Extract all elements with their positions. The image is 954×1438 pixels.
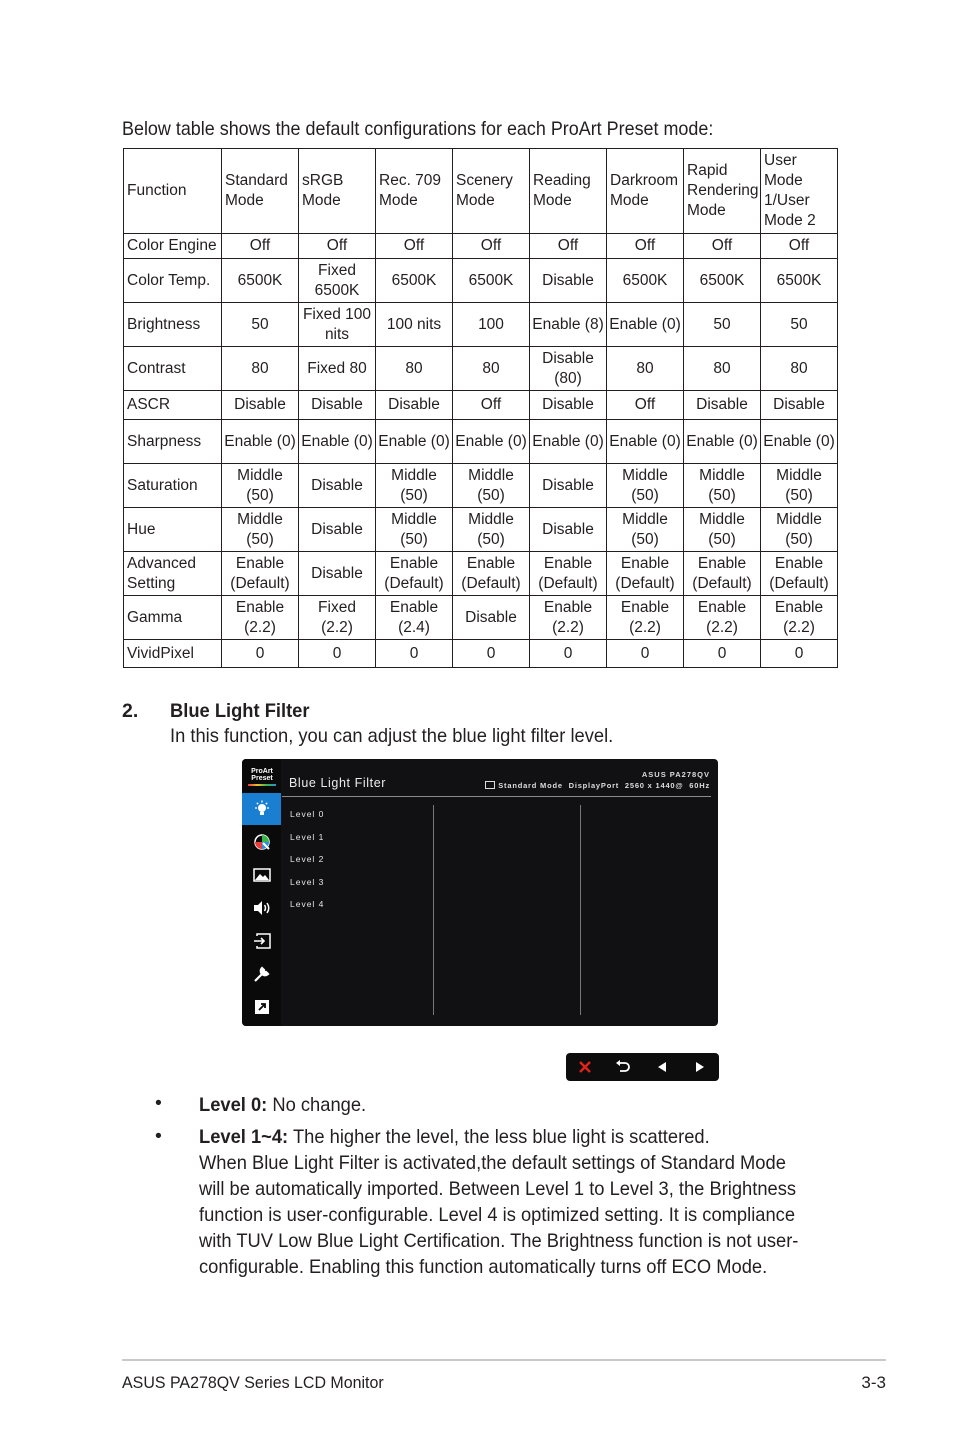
- value-cell: Disable: [530, 508, 607, 552]
- intro-text: Below table shows the default configurations for each ProArt Preset mode:: [122, 118, 714, 140]
- value-cell: 6500K: [607, 259, 684, 303]
- bullet-label: Level 0:: [199, 1094, 268, 1116]
- bullet-label: Level 1~4:: [199, 1126, 289, 1148]
- value-cell: Enable (Default): [453, 552, 530, 596]
- right-arrow-icon: [694, 1061, 706, 1073]
- value-cell: 50: [761, 303, 838, 347]
- osd-status: [485, 781, 710, 790]
- value-cell: Disable: [299, 552, 376, 596]
- value-cell: 80: [453, 347, 530, 391]
- status-input: DisplayPort: [568, 781, 620, 790]
- header-cell: Standard Mode: [222, 149, 299, 234]
- value-cell: Middle (50): [607, 508, 684, 552]
- table-row: [124, 596, 838, 640]
- proart-preset-logo: [248, 768, 276, 786]
- value-cell: Fixed 100 nits: [299, 303, 376, 347]
- sound-icon[interactable]: [242, 892, 281, 924]
- value-cell: Enable (2.4): [376, 596, 453, 640]
- value-cell: 100 nits: [376, 303, 453, 347]
- value-cell: Fixed 80: [299, 347, 376, 391]
- function-cell: Gamma: [124, 596, 222, 640]
- bullet-continuation: configurable. Enabling this function automatically turns off ECO Mode.: [199, 1256, 768, 1278]
- level-option[interactable]: Level 0: [290, 809, 325, 819]
- value-cell: Middle (50): [376, 508, 453, 552]
- value-cell: Disable: [530, 259, 607, 303]
- value-cell: Enable (2.2): [222, 596, 299, 640]
- value-cell: Enable (2.2): [761, 596, 838, 640]
- value-cell: Middle (50): [684, 508, 761, 552]
- value-cell: Off: [761, 234, 838, 259]
- system-setup-icon[interactable]: [242, 958, 281, 990]
- value-cell: 0: [453, 640, 530, 668]
- value-cell: Enable (0): [684, 420, 761, 464]
- bullet-continuation: will be automatically imported. Between Level 1 to Level 3, the Brightness: [199, 1178, 797, 1200]
- bullet-marker: •: [155, 1092, 162, 1114]
- osd-level-list: [290, 809, 324, 922]
- table-row: [124, 464, 838, 508]
- value-cell: 6500K: [376, 259, 453, 303]
- value-cell: Disable: [299, 391, 376, 420]
- section-description: In this function, you can adjust the blue light filter level.: [170, 725, 614, 747]
- value-cell: Enable (0): [530, 420, 607, 464]
- value-cell: Middle (50): [222, 464, 299, 508]
- header-cell: Darkroom Mode: [607, 149, 684, 234]
- value-cell: Off: [299, 234, 376, 259]
- function-cell: Contrast: [124, 347, 222, 391]
- value-cell: Enable (0): [453, 420, 530, 464]
- section-number: 2.: [122, 700, 139, 722]
- close-icon: [578, 1060, 592, 1074]
- value-cell: Disable: [299, 464, 376, 508]
- value-cell: Disable: [376, 391, 453, 420]
- footer-title: ASUS PA278QV Series LCD Monitor: [122, 1373, 384, 1392]
- value-cell: Enable (0): [761, 420, 838, 464]
- osd-sidebar: [242, 759, 281, 1026]
- value-cell: Enable (0): [376, 420, 453, 464]
- value-cell: Off: [530, 234, 607, 259]
- left-arrow-icon: [656, 1061, 668, 1073]
- value-cell: Enable (Default): [607, 552, 684, 596]
- value-cell: Middle (50): [453, 508, 530, 552]
- back-icon: [615, 1060, 631, 1074]
- osd-title: Blue Light Filter: [289, 776, 387, 790]
- value-cell: 80: [684, 347, 761, 391]
- table-row: [124, 508, 838, 552]
- value-cell: 0: [607, 640, 684, 668]
- function-cell: Color Engine: [124, 234, 222, 259]
- value-cell: Enable (2.2): [607, 596, 684, 640]
- osd-menu-screenshot: [242, 759, 718, 1026]
- value-cell: Enable (0): [222, 420, 299, 464]
- value-cell: Disable: [684, 391, 761, 420]
- value-cell: 6500K: [222, 259, 299, 303]
- value-cell: Enable (Default): [761, 552, 838, 596]
- value-cell: Disable (80): [530, 347, 607, 391]
- value-cell: Off: [607, 234, 684, 259]
- table-row: [124, 552, 838, 596]
- preset-config-table: [123, 148, 838, 668]
- value-cell: Enable (Default): [530, 552, 607, 596]
- value-cell: Middle (50): [761, 508, 838, 552]
- table-row: [124, 347, 838, 391]
- page-number: 3-3: [861, 1373, 886, 1392]
- shortcut-icon[interactable]: [242, 991, 281, 1023]
- value-cell: 0: [299, 640, 376, 668]
- header-cell: Function: [124, 149, 222, 234]
- status-mode: Standard Mode: [498, 781, 563, 790]
- value-cell: 80: [761, 347, 838, 391]
- value-cell: Enable (Default): [376, 552, 453, 596]
- function-cell: Hue: [124, 508, 222, 552]
- level-option[interactable]: Level 2: [290, 854, 325, 865]
- level-option[interactable]: Level 3: [290, 876, 325, 887]
- osd-model: ASUS PA278QV: [641, 770, 710, 779]
- function-cell: Color Temp.: [124, 259, 222, 303]
- value-cell: Enable (Default): [222, 552, 299, 596]
- value-cell: Disable: [761, 391, 838, 420]
- osd-header-divider: [282, 796, 711, 797]
- value-cell: 0: [530, 640, 607, 668]
- value-cell: 80: [376, 347, 453, 391]
- value-cell: Enable (2.2): [684, 596, 761, 640]
- value-cell: Enable (8): [530, 303, 607, 347]
- value-cell: Middle (50): [376, 464, 453, 508]
- osd-control-bar: [566, 1053, 719, 1081]
- value-cell: Enable (0): [607, 303, 684, 347]
- osd-column-divider: [580, 805, 581, 1015]
- function-cell: Saturation: [124, 464, 222, 508]
- value-cell: 6500K: [684, 259, 761, 303]
- function-cell: Advanced Setting: [124, 552, 222, 596]
- value-cell: 100: [453, 303, 530, 347]
- value-cell: Middle (50): [684, 464, 761, 508]
- value-cell: Off: [607, 391, 684, 420]
- value-cell: Disable: [530, 391, 607, 420]
- function-cell: Sharpness: [124, 420, 222, 464]
- table-row: [124, 234, 838, 259]
- value-cell: Middle (50): [453, 464, 530, 508]
- logo-line2: Preset: [251, 775, 273, 782]
- header-cell: Reading Mode: [530, 149, 607, 234]
- status-refresh: 60Hz: [689, 781, 710, 790]
- table-row: [124, 259, 838, 303]
- image-icon[interactable]: [242, 859, 281, 891]
- bullet-level1-4: [199, 1124, 798, 1280]
- header-cell: Rapid Rendering Mode: [684, 149, 761, 234]
- table-row: [124, 391, 838, 420]
- bullet-continuation: with TUV Low Blue Light Certification. The Brightness function is not user-: [199, 1230, 799, 1252]
- value-cell: Off: [453, 234, 530, 259]
- header-cell: User Mode 1/User Mode 2: [761, 149, 838, 234]
- value-cell: Enable (0): [299, 420, 376, 464]
- value-cell: 0: [761, 640, 838, 668]
- value-cell: Enable (0): [607, 420, 684, 464]
- value-cell: Off: [222, 234, 299, 259]
- osd-column-divider: [433, 805, 434, 1015]
- back-button[interactable]: [607, 1055, 639, 1079]
- value-cell: 0: [376, 640, 453, 668]
- value-cell: 50: [222, 303, 299, 347]
- right-button[interactable]: [684, 1055, 716, 1079]
- header-cell: Scenery Mode: [453, 149, 530, 234]
- section-title: Blue Light Filter: [170, 700, 310, 722]
- bullet-marker: •: [155, 1125, 162, 1147]
- function-cell: VividPixel: [124, 640, 222, 668]
- header-cell: sRGB Mode: [299, 149, 376, 234]
- value-cell: 0: [222, 640, 299, 668]
- value-cell: 6500K: [761, 259, 838, 303]
- value-cell: Disable: [222, 391, 299, 420]
- value-cell: Fixed (2.2): [299, 596, 376, 640]
- value-cell: Off: [684, 234, 761, 259]
- value-cell: 6500K: [453, 259, 530, 303]
- table-header-row: [124, 149, 838, 234]
- value-cell: Middle (50): [607, 464, 684, 508]
- value-cell: 80: [607, 347, 684, 391]
- value-cell: Enable (2.2): [530, 596, 607, 640]
- table-row: [124, 420, 838, 464]
- level-option[interactable]: Level 1: [290, 831, 325, 842]
- value-cell: Enable (Default): [684, 552, 761, 596]
- status-resolution: 2560 x 1440@: [624, 781, 684, 790]
- value-cell: 50: [684, 303, 761, 347]
- function-cell: Brightness: [124, 303, 222, 347]
- value-cell: Disable: [530, 464, 607, 508]
- bullet-continuation: function is user-configurable. Level 4 is optimized setting. It is compliance: [199, 1204, 796, 1226]
- value-cell: Disable: [453, 596, 530, 640]
- bullet-continuation: When Blue Light Filter is activated,the default settings of Standard Mode: [199, 1152, 786, 1174]
- logo-line1: ProArt: [251, 768, 273, 775]
- bullet-level0: [199, 1092, 366, 1118]
- level-option[interactable]: Level 4: [290, 899, 325, 910]
- bullet-text: No change.: [272, 1094, 367, 1116]
- table-row: [124, 640, 838, 668]
- value-cell: Middle (50): [222, 508, 299, 552]
- header-cell: Rec. 709 Mode: [376, 149, 453, 234]
- footer-divider: [122, 1359, 886, 1361]
- value-cell: Disable: [299, 508, 376, 552]
- value-cell: Fixed 6500K: [299, 259, 376, 303]
- monitor-icon: [485, 781, 495, 789]
- color-icon[interactable]: [242, 826, 281, 858]
- value-cell: Off: [376, 234, 453, 259]
- value-cell: 0: [684, 640, 761, 668]
- input-select-icon[interactable]: [242, 925, 281, 957]
- function-cell: ASCR: [124, 391, 222, 420]
- value-cell: Off: [453, 391, 530, 420]
- value-cell: Middle (50): [761, 464, 838, 508]
- value-cell: 80: [222, 347, 299, 391]
- close-button[interactable]: [569, 1055, 601, 1079]
- blue-light-icon[interactable]: [242, 793, 281, 825]
- left-button[interactable]: [646, 1055, 678, 1079]
- bullet-text: The higher the level, the less blue light is scattered.: [292, 1126, 710, 1148]
- table-row: [124, 303, 838, 347]
